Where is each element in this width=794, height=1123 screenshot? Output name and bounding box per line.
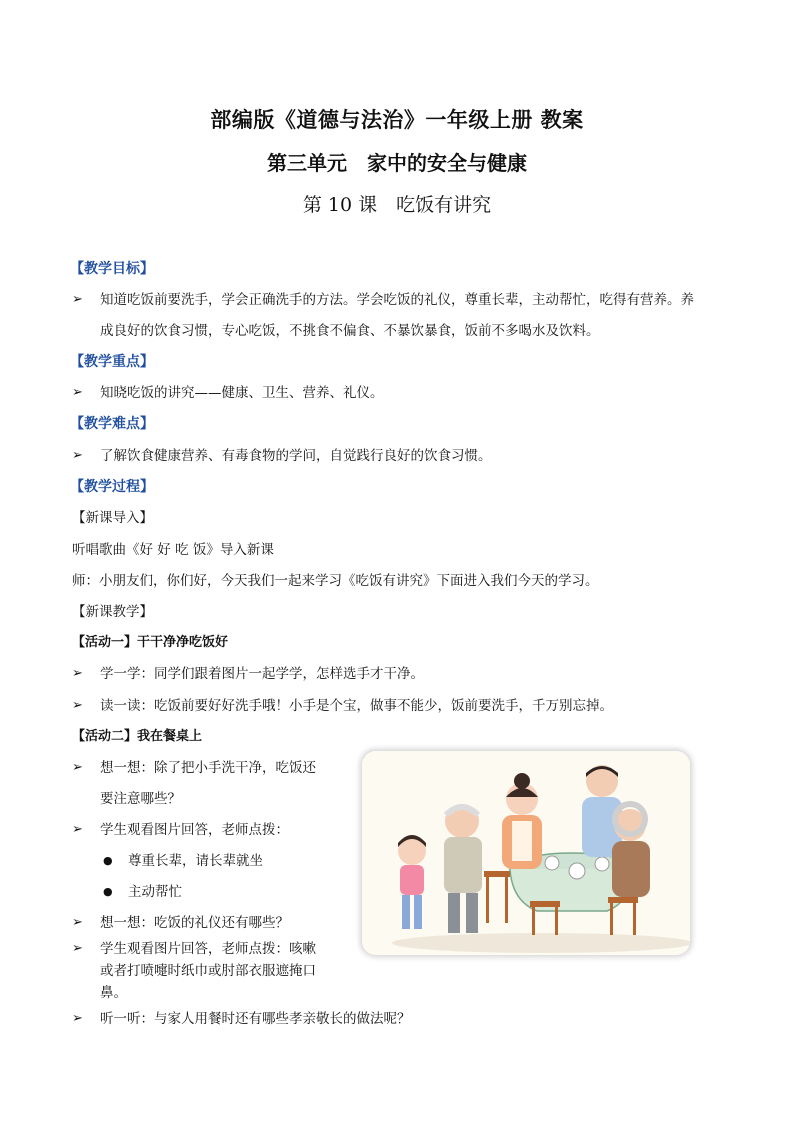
activity2-item2: 学生观看图片回答，老师点拨： bbox=[100, 822, 289, 838]
goal-text-line2: 成良好的饮食习惯，专心吃饭，不挑食不偏食、不暴饮暴食，饭前不多喝水及饮料。 bbox=[100, 323, 600, 339]
process-heading: 【教学过程】 bbox=[70, 479, 154, 495]
activity2-dot2: 主动帮忙 bbox=[128, 884, 182, 900]
bullet-icon: ➢ bbox=[72, 822, 83, 837]
activity2-label: 【活动二】我在餐桌上 bbox=[72, 729, 203, 744]
mother-hair-bun bbox=[514, 773, 530, 789]
activity2-item4b: 或者打喷嚏时纸巾或肘部衣服遮掩口 bbox=[100, 963, 316, 979]
activity2-item5: 听一听：与家人用餐时还有哪些孝亲敬长的做法呢？ bbox=[100, 1011, 411, 1027]
chair-leg bbox=[633, 903, 636, 935]
grandpa-body bbox=[444, 837, 482, 893]
activity2-item1a: 想一想：除了把小手洗干净，吃饭还 bbox=[100, 760, 316, 776]
intro-line2: 师：小朋友们，你们好，今天我们一起来学习《吃饭有讲究》下面进入我们今天的学习。 bbox=[72, 573, 599, 589]
activity2-item3: 想一想：吃饭的礼仪还有哪些？ bbox=[100, 915, 289, 931]
girl-body bbox=[400, 865, 424, 895]
activity2-dot1: 尊重长辈，请长辈就坐 bbox=[128, 853, 263, 869]
bullet-icon: ➢ bbox=[72, 698, 83, 713]
mother-apron bbox=[512, 821, 532, 861]
chair-seat bbox=[530, 901, 560, 907]
chair-leg bbox=[532, 907, 535, 935]
activity1-item2: 读一读：吃饭前要好好洗手哦！小手是个宝，做事不能少，饭前要洗手，千万别忘掉。 bbox=[100, 698, 613, 714]
dish-icon bbox=[569, 863, 585, 879]
dot-bullet-icon: ● bbox=[103, 854, 113, 867]
lesson-title: 第 10 课 吃饭有讲究 bbox=[302, 194, 492, 216]
goal-text-line1: 知道吃饭前要洗手，学会正确洗手的方法。学会吃饭的礼仪，尊重长辈，主动帮忙，吃得有营养。养 bbox=[100, 292, 694, 308]
bullet-icon: ➢ bbox=[72, 666, 83, 681]
activity2-item4a: 学生观看图片回答，老师点拨：咳嗽 bbox=[100, 941, 316, 957]
bullet-icon: ➢ bbox=[72, 941, 83, 956]
chair-leg bbox=[610, 903, 613, 935]
goal-heading: 【教学目标】 bbox=[70, 261, 154, 277]
key-heading: 【教学重点】 bbox=[70, 354, 154, 370]
chair-seat bbox=[484, 871, 510, 877]
intro-label: 【新课导入】 bbox=[72, 510, 153, 526]
dot-bullet-icon: ● bbox=[103, 885, 113, 898]
chair-leg bbox=[505, 877, 508, 923]
bullet-icon: ➢ bbox=[72, 915, 83, 930]
activity2-item4c: 鼻。 bbox=[100, 985, 127, 1001]
girl-leg bbox=[402, 895, 410, 929]
dish-icon bbox=[545, 856, 559, 870]
bullet-icon: ➢ bbox=[72, 760, 83, 775]
chair-seat bbox=[608, 897, 638, 903]
activity2-item1b: 要注意哪些？ bbox=[100, 791, 181, 807]
bullet-icon: ➢ bbox=[72, 385, 83, 400]
teach-label: 【新课教学】 bbox=[72, 604, 153, 620]
unit-title: 第三单元 家中的安全与健康 bbox=[267, 151, 527, 175]
family-dinner-illustration bbox=[362, 751, 690, 955]
activity1-label: 【活动一】干干净净吃饭好 bbox=[72, 635, 229, 650]
intro-line1: 听唱歌曲《好 好 吃 饭》导入新课 bbox=[72, 542, 274, 558]
girl-leg bbox=[414, 895, 422, 929]
bullet-icon: ➢ bbox=[72, 448, 83, 463]
family-dinner-drawing bbox=[362, 751, 690, 955]
difficulty-text: 了解饮食健康营养、有毒食物的学问，自觉践行良好的饮食习惯。 bbox=[100, 448, 492, 464]
grandma-body bbox=[612, 841, 650, 897]
document-title: 部编版《道德与法治》一年级上册 教案 bbox=[210, 108, 584, 132]
grandpa-leg bbox=[466, 893, 478, 933]
chair-leg bbox=[486, 877, 489, 923]
grandpa-leg bbox=[448, 893, 460, 933]
floor-shadow bbox=[392, 933, 690, 953]
bullet-icon: ➢ bbox=[72, 1011, 83, 1026]
key-text: 知晓吃饭的讲究——健康、卫生、营养、礼仪。 bbox=[100, 385, 384, 401]
difficulty-heading: 【教学难点】 bbox=[70, 416, 154, 432]
bullet-icon: ➢ bbox=[72, 292, 83, 307]
activity1-item1: 学一学：同学们跟着图片一起学学，怎样选手才干净。 bbox=[100, 666, 424, 682]
chair-leg bbox=[555, 907, 558, 935]
dish-icon bbox=[595, 857, 609, 871]
